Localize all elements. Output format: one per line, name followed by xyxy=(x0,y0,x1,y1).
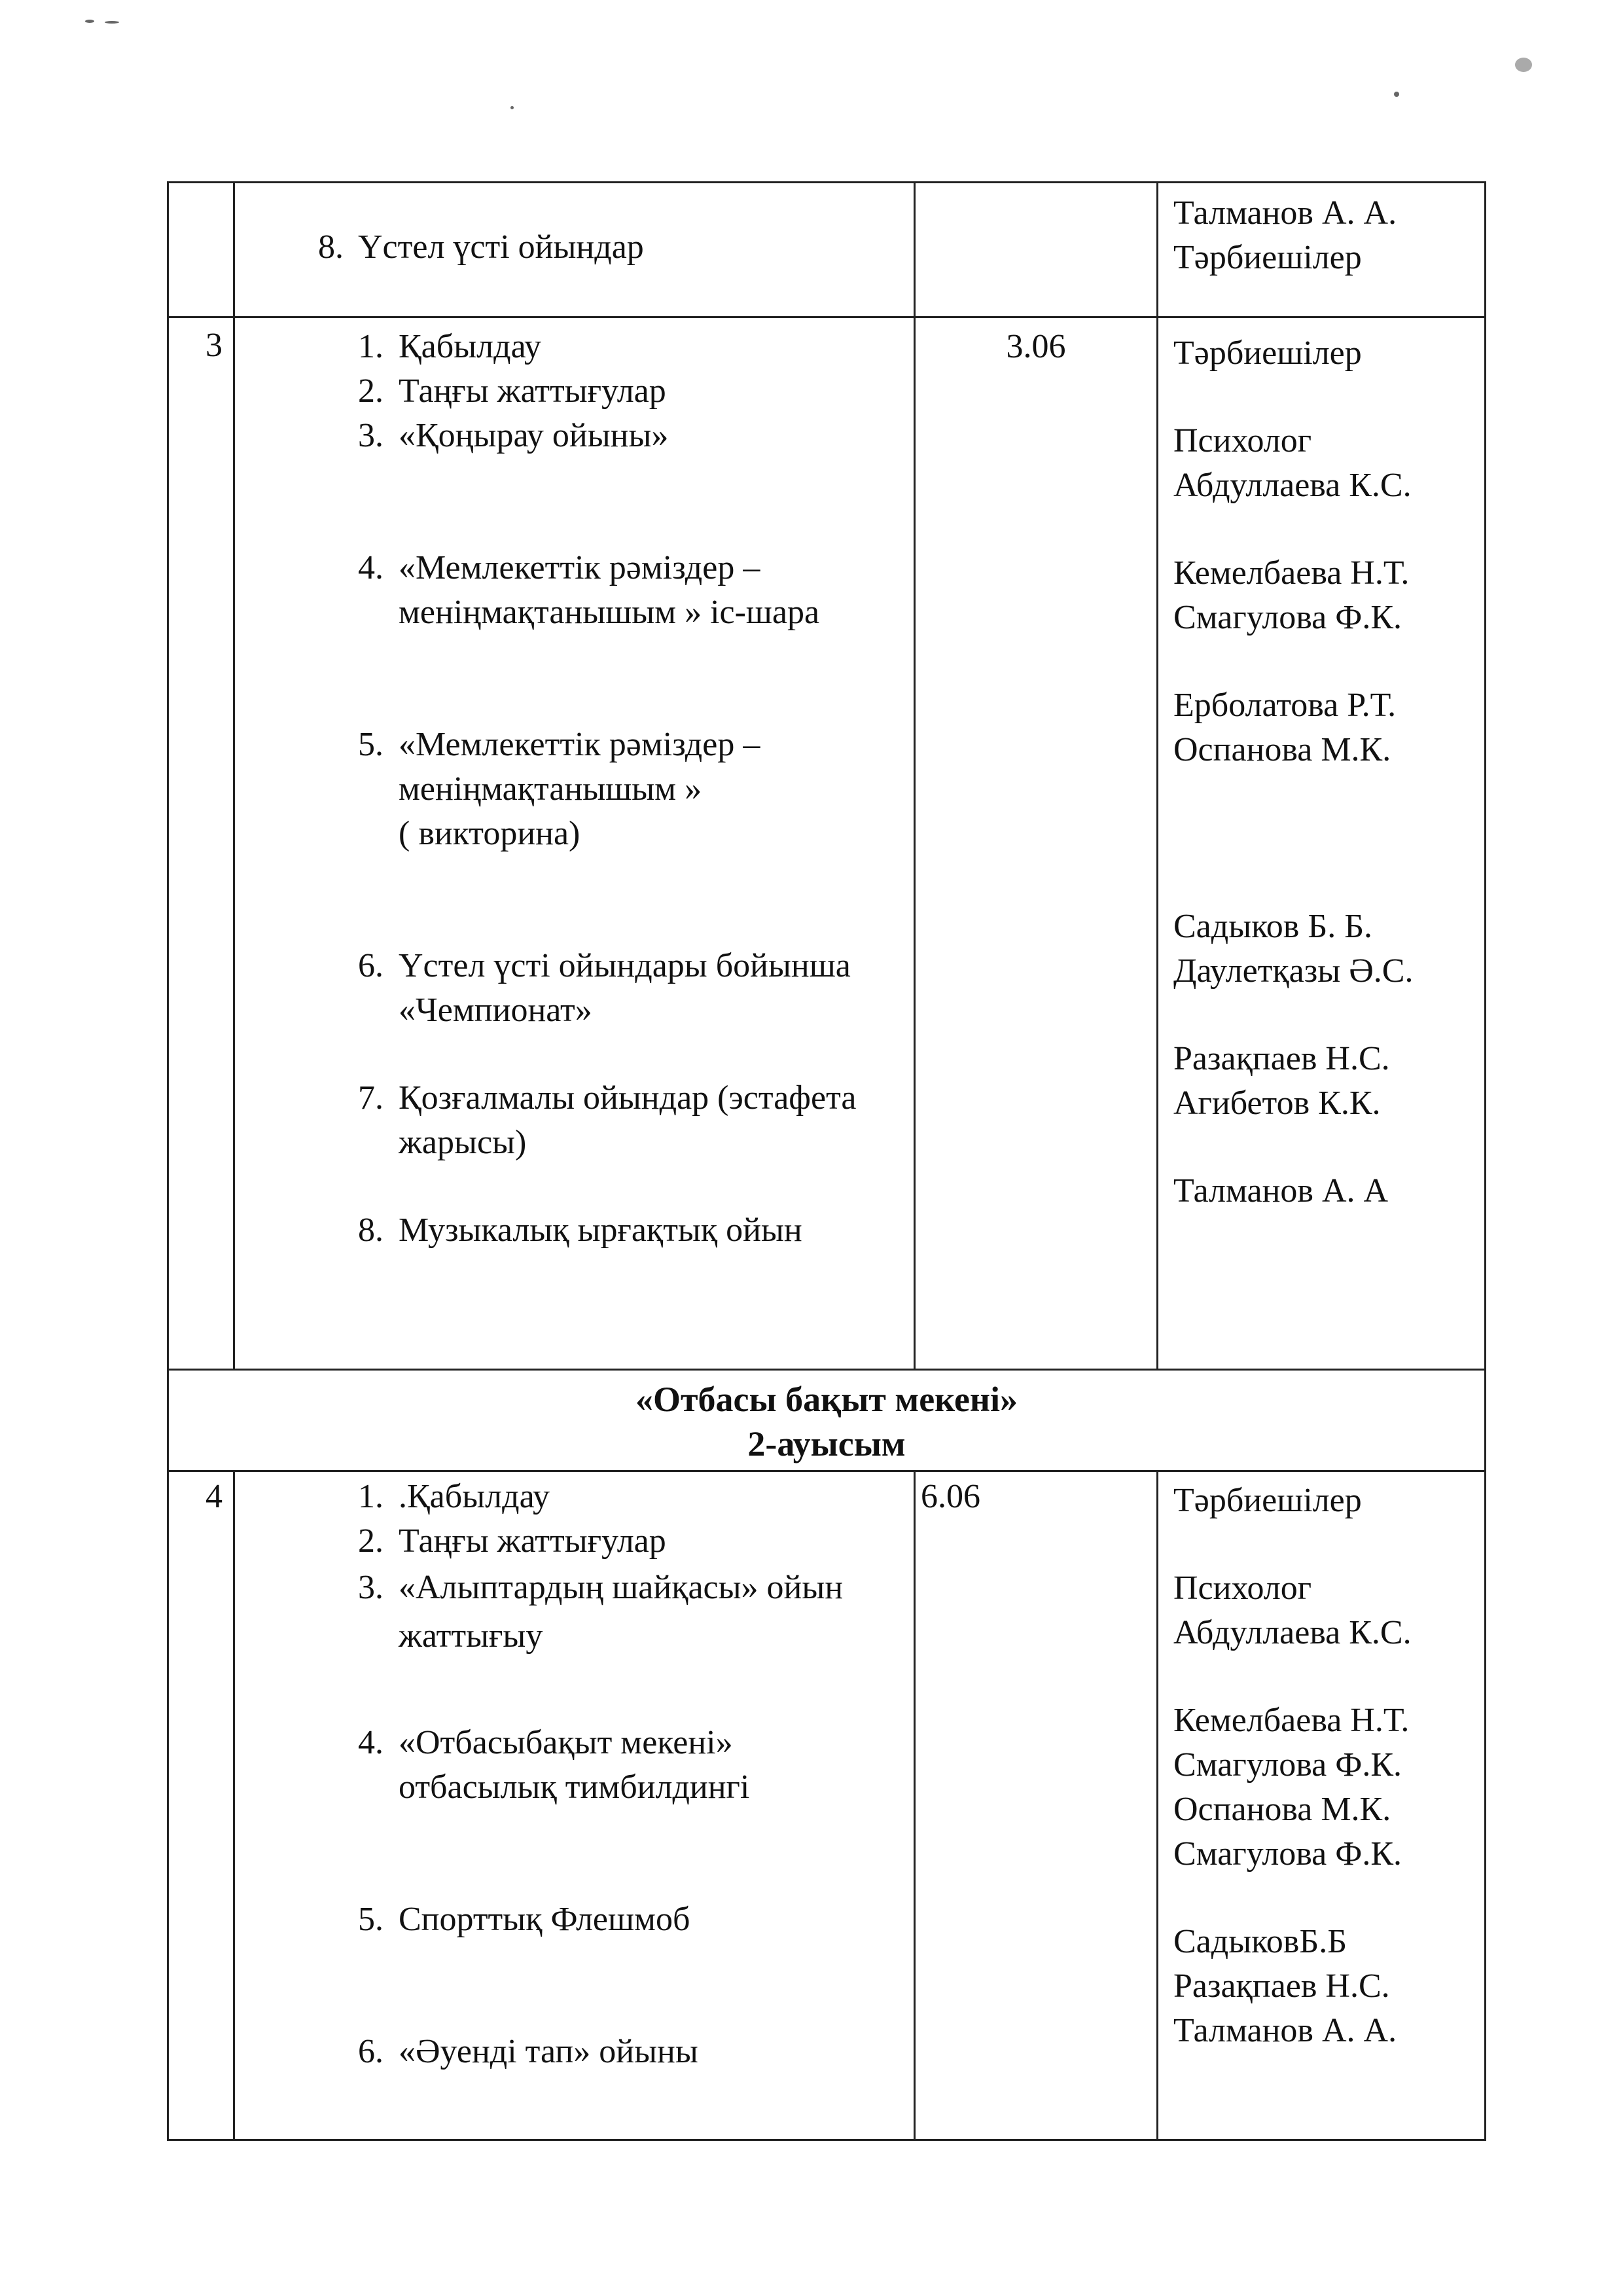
responsible-cell xyxy=(1158,317,1486,1370)
activities-cell xyxy=(234,317,915,1370)
item-text: «Алыптардың шайқасы» ойын жаттығыу xyxy=(399,1569,844,1655)
responsible-name: Садыков Б. Б. xyxy=(1173,908,1373,945)
responsible-name: Кемелбаева Н.Т. xyxy=(1173,554,1410,592)
list-item xyxy=(344,812,887,856)
list-item xyxy=(344,1564,887,1660)
item-text: Үстел үсті ойындар xyxy=(358,228,644,266)
item-number: 6. xyxy=(358,947,383,984)
section-header xyxy=(168,1370,1486,1471)
responsible-name: Психолог xyxy=(1173,1570,1312,1607)
responsible-name: Даулетқазы Ә.С. xyxy=(1173,952,1414,990)
section-title: «Отбасы бақыт мекені» xyxy=(635,1380,1018,1419)
item-number: 7. xyxy=(358,1079,383,1117)
item-number: 4. xyxy=(358,1724,383,1761)
responsible-name: Оспанова М.К. xyxy=(1173,731,1391,768)
item-text: .Қабылдау xyxy=(399,1478,550,1515)
scan-speck xyxy=(1394,92,1399,97)
list-item xyxy=(344,1897,887,1942)
responsible-name: Талманов А. А. xyxy=(1173,2012,1397,2049)
activities-cell xyxy=(234,183,915,317)
item-number: 1. xyxy=(358,1478,383,1515)
list-item xyxy=(344,1475,887,1519)
item-number: 3. xyxy=(358,1569,383,1606)
responsible-name: Смагулова Ф.К. xyxy=(1173,1746,1402,1784)
scan-speck xyxy=(1515,58,1532,72)
table-row xyxy=(168,183,1486,317)
item-number: 3. xyxy=(358,417,383,454)
table-row xyxy=(168,317,1486,1370)
list-item xyxy=(344,944,887,1033)
responsible-name: Оспанова М.К. xyxy=(1173,1791,1391,1828)
section-subtitle: 2-ауысым xyxy=(747,1424,906,1463)
item-text: Қабылдау xyxy=(399,328,542,365)
item-text: «Қоңырау ойыны» xyxy=(399,417,669,454)
responsible-name: Талманов А. А xyxy=(1173,1172,1389,1210)
date-value: 6.06 xyxy=(921,1478,980,1515)
item-text: Спорттық Флешмоб xyxy=(399,1901,690,1938)
activities-cell xyxy=(234,1471,915,2140)
responsible-name: Агибетов К.К. xyxy=(1173,1085,1381,1122)
events-table xyxy=(167,181,1486,2141)
list-item xyxy=(318,225,914,270)
item-text: Үстел үсті ойындары бойынша «Чемпионат» xyxy=(399,947,851,1029)
scan-speck xyxy=(105,21,119,24)
responsible-name: Психолог xyxy=(1173,422,1312,459)
date-cell xyxy=(915,183,1158,317)
item-number: 8. xyxy=(318,228,344,266)
responsible-name: Талманов А. А. xyxy=(1173,194,1397,232)
item-number: 4. xyxy=(358,549,383,586)
item-number: 2. xyxy=(358,372,383,410)
item-text: Қозғалмалы ойындар (эстафета жарысы) xyxy=(399,1079,857,1161)
item-number xyxy=(344,812,383,856)
list-item xyxy=(344,369,887,414)
table-row xyxy=(168,1471,1486,2140)
item-text: «Мемлекеттік рәміздер – меніңмақтанышым » xyxy=(399,726,760,808)
responsible-name: Смагулова Ф.К. xyxy=(1173,599,1402,636)
item-text: «Отбасыбақыт мекені» отбасылық тимбилдингі xyxy=(399,1724,750,1806)
date-cell xyxy=(915,317,1158,1370)
responsible-name: Разақпаев Н.С. xyxy=(1173,1967,1390,2005)
section-header-row xyxy=(168,1370,1486,1471)
item-number: 5. xyxy=(358,726,383,763)
item-number: 8. xyxy=(358,1211,383,1249)
item-text: «Әуенді тап» ойыны xyxy=(399,2033,698,2070)
list-item xyxy=(344,325,887,369)
item-text: Таңғы жаттығулар xyxy=(399,1522,666,1560)
list-item xyxy=(344,1076,887,1165)
item-number: 2. xyxy=(358,1522,383,1560)
item-text: Таңғы жаттығулар xyxy=(399,372,666,410)
responsible-cell xyxy=(1158,183,1486,317)
responsible-name: Тәрбиешілер xyxy=(1173,334,1362,372)
list-item xyxy=(344,723,887,812)
responsible-name: Абдуллаева К.С. xyxy=(1173,1614,1412,1651)
item-text: «Мемлекеттік рәміздер – меніңмақтанышым » іс-шара xyxy=(399,549,820,631)
responsible-name: Тәрбиешілер xyxy=(1173,1482,1362,1519)
row-number: 4 xyxy=(168,1471,234,2140)
responsible-name: Смагулова Ф.К. xyxy=(1173,1835,1402,1873)
item-number: 1. xyxy=(358,328,383,365)
list-item xyxy=(344,414,887,458)
row-number xyxy=(168,183,234,317)
date-cell xyxy=(915,1471,1158,2140)
responsible-name: Кемелбаева Н.Т. xyxy=(1173,1702,1410,1739)
list-item xyxy=(344,1208,887,1253)
responsible-name: Ерболатова Р.Т. xyxy=(1173,687,1397,724)
responsible-name: СадыковБ.Б xyxy=(1173,1923,1347,1960)
item-number: 6. xyxy=(358,2033,383,2070)
scan-speck xyxy=(85,20,94,23)
scan-speck xyxy=(510,106,514,109)
item-text: Музыкалық ырғақтық ойын xyxy=(399,1211,802,1249)
row-number: 3 xyxy=(168,317,234,1370)
list-item xyxy=(344,546,887,635)
item-number: 5. xyxy=(358,1901,383,1938)
date-value: 3.06 xyxy=(1006,328,1066,365)
list-item xyxy=(344,2030,887,2074)
responsible-name: Разақпаев Н.С. xyxy=(1173,1040,1390,1077)
responsible-name: Тәрбиешілер xyxy=(1173,239,1362,276)
list-item xyxy=(344,1519,887,1564)
list-item xyxy=(344,1721,887,1810)
responsible-name: Абдуллаева К.С. xyxy=(1173,467,1412,504)
responsible-cell xyxy=(1158,1471,1486,2140)
item-text: ( викторина) xyxy=(399,815,580,852)
